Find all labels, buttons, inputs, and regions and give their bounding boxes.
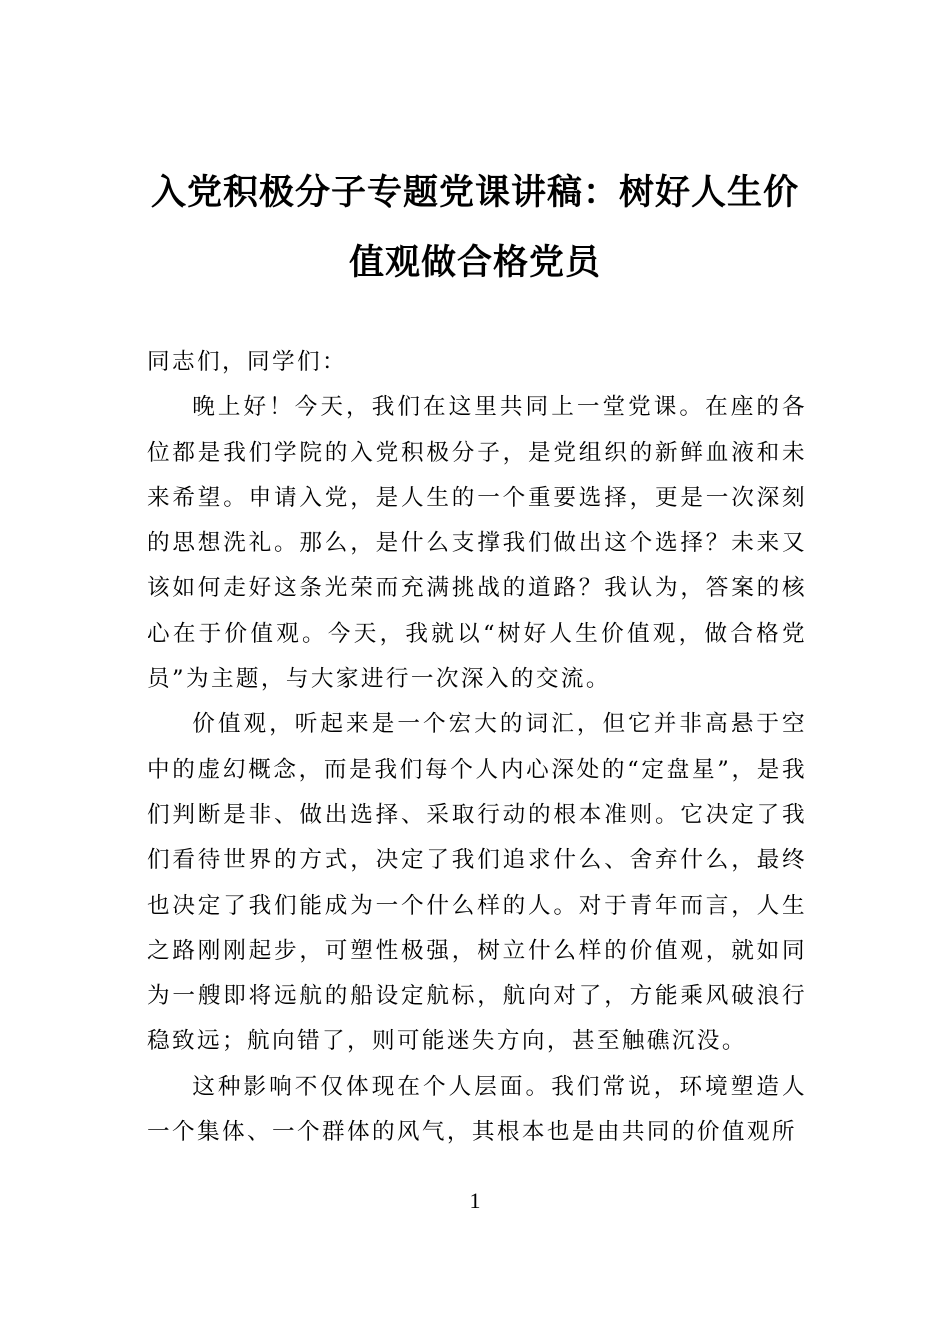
salutation: 同志们，同学们： <box>147 349 347 375</box>
page-title <box>120 158 830 298</box>
title-line-1: 入党积极分子专题党课讲稿：树好人生价 <box>150 172 799 213</box>
paragraph-3: 这种影响不仅体现在个人层面。我们常说，环境塑造人一个集体、一个群体的风气，其根本也是由共同的价值观所 <box>147 1073 807 1146</box>
title-line-2: 值观做合格党员 <box>348 242 601 283</box>
body-text <box>147 340 807 1155</box>
paragraph-1: 晚上好！今天，我们在这里共同上一堂党课。在座的各位都是我们学院的入党积极分子，是党组织的新鲜血液和未来希望。申请入党，是人生的一个重要选择，更是一次深刻的思想洗礼。那么，是什么支撑我们做出这个选择？未来又该如何走好这条光荣而充满挑战的道路？我认为，答案的核心在于价值观。今天，我就以“树好人生价值观，做合格党员”为主题，与大家进行一次深入的交流。 <box>147 394 807 693</box>
paragraph-2: 价值观，听起来是一个宏大的词汇，但它并非高悬于空中的虚幻概念，而是我们每个人内心深处的“定盘星”，是我们判断是非、做出选择、采取行动的根本准则。它决定了我们看待世界的方式，决定了我们追求什么、舍弃什么，最终也决定了我们能成为一个什么样的人。对于青年而言，人生之路刚刚起步，可塑性极强，树立什么样的价值观，就如同为一艘即将远航的船设定航标，航向对了，方能乘风破浪行稳致远；航向错了，则可能迷失方向，甚至触礁沉没。 <box>147 711 807 1055</box>
page-number: 1 <box>469 1188 481 1213</box>
